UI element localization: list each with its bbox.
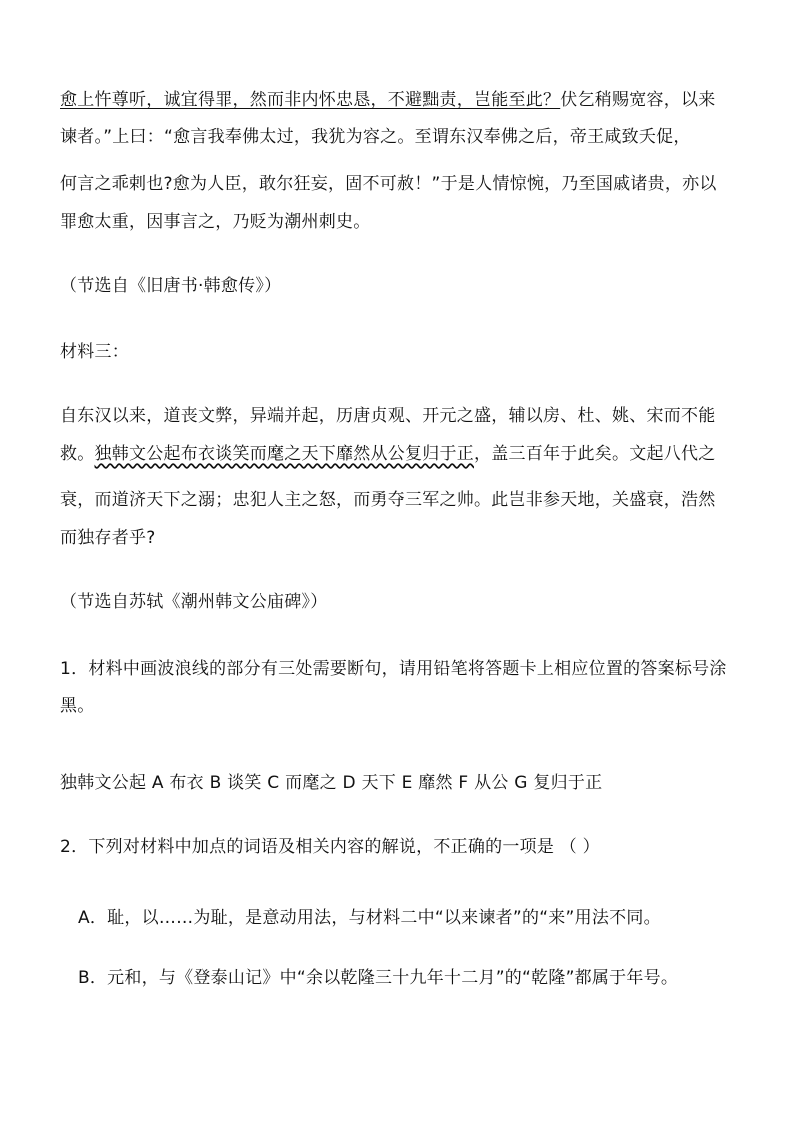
- question2-stem: 2．下列对材料中加点的词语及相关内容的解说，不正确的一项是 （ ）: [60, 837, 600, 857]
- passage3-line-3: 衰，而道济天下之溺；忠犯人主之怒，而勇夺三军之帅。此岂非参天地，关盛衰，浩然: [60, 490, 716, 510]
- passage2-line-1: [60, 89, 716, 111]
- passage2-line-1-underlined: 愈上忤尊听，诚宜得罪，然而非内怀忠恳，不避黜责，岂能至此？: [60, 90, 561, 110]
- question2-option-a: A．耻，以……为耻，是意动用法，与材料二中“以来谏者”的“来”用法不同。: [78, 908, 661, 928]
- passage3-heading: 材料三：: [60, 342, 129, 362]
- passage2-source: （节选自《旧唐书·韩愈传》）: [60, 276, 282, 296]
- question1-line-1: 1．材料中画波浪线的部分有三处需要断句，请用铅笔将答题卡上相应位置的答案标号涂: [60, 659, 727, 679]
- passage2-line-2: 谏者。”上曰：“愈言我奉佛太过，我犹为容之。至谓东汉奉佛之后，帝王咸致夭促，: [60, 127, 691, 147]
- passage3-source: （节选自苏轼《潮州韩文公庙碑》）: [60, 592, 328, 612]
- question1-options: 独韩文公起 A 布衣 B 谈笑 C 而麾之 D 天下 E 靡然 F 从公 G 复归于正: [60, 773, 603, 793]
- passage3-line-2-start: 救。: [60, 444, 95, 464]
- passage2-line-4: 罪愈太重，因事言之，乃贬为潮州刺史。: [60, 212, 371, 232]
- passage3-line-2: [60, 443, 716, 465]
- passage3-line-1: 自东汉以来，道丧文弊，异端并起，历唐贞观、开元之盛，辅以房、杜、姚、宋而不能: [60, 406, 716, 426]
- question2-option-b: B．元和，与《登泰山记》中“余以乾隆三十九年十二月”的“乾隆”都属于年号。: [78, 968, 679, 988]
- passage3-wavy-underlined-text: 独韩文公起布衣谈笑而麾之天下靡然从公复归于正: [94, 444, 474, 464]
- question1-line-2: 黑。: [60, 696, 95, 716]
- passage2-line-1-rest: 伏乞稍赐宽容，以来: [560, 90, 716, 110]
- passage3-line-2-end: ，盖三百年于此矣。文起八代之: [474, 444, 716, 464]
- passage2-line-3: 何言之乖剌也?愈为人臣，敢尔狂妄，固不可赦！”于是人情惊惋，乃至国戚诸贵，亦以: [60, 174, 717, 194]
- passage3-line-4: 而独存者乎?: [60, 528, 156, 548]
